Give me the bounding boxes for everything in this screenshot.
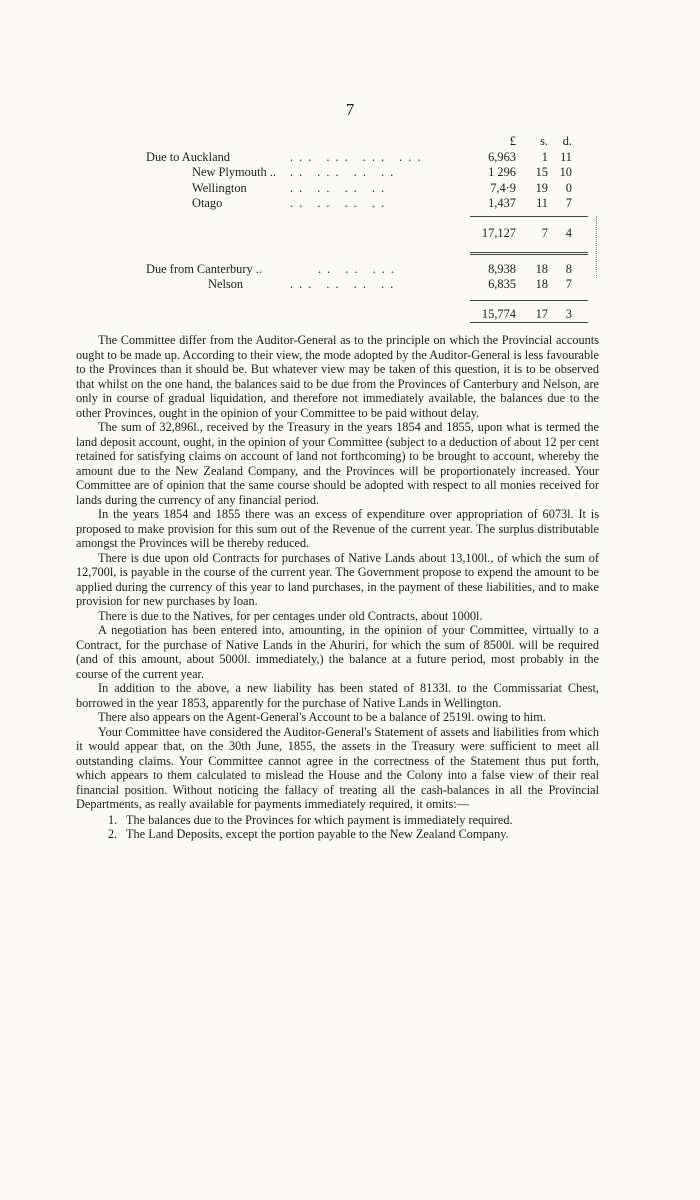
paragraph: Your Committee have considered the Auditor-General's Statement of assets and liabilities from which it would appear that, on the 30th June, 1855, the assets in the Treasury were sufficient to meet all outstanding claims. Your Committee cannot agree in the correctness of the Statement thus put forth, which appears to them calculated to mislead the House and the Colony into a false view of their real financial position. Without noticing the fallacy of treating all the cash-balances in all the Provincial Departments, as really available for payments immediately required, it omits:—: [76, 724, 599, 811]
row-label: Due to Auckland: [146, 149, 230, 164]
pence-value: 7: [565, 277, 572, 292]
pounds-total: 15,774: [481, 306, 516, 321]
currency-header-row: [0, 134, 700, 150]
list-item: [76, 827, 599, 842]
shillings-value: 1: [541, 149, 548, 164]
pence-value: 0: [565, 180, 572, 195]
leader-dots: .. .. .. ..: [290, 196, 391, 211]
pounds-total: 17,127: [481, 225, 516, 240]
paragraph: In the years 1854 and 1855 there was an excess of expenditure over appropriation of 6073l. It is proposed to make provision for this sum out of the Revenue of the current year. The surplus distributable amongst the Provinces will be thereby reduced.: [76, 507, 599, 550]
provincial-balances-table: [0, 134, 700, 322]
pence-total: 4: [565, 225, 572, 240]
leader-dots: .. .. .. ..: [290, 180, 391, 195]
row-label: Otago: [192, 196, 223, 211]
shillings-total: 17: [535, 306, 548, 321]
paragraph: There is due to the Natives, for per centages under old Contracts, about 1000l.: [98, 608, 483, 623]
total-rule: [470, 252, 588, 255]
pence-header: d.: [562, 134, 572, 148]
leader-dots: .. .. ...: [318, 261, 400, 276]
omissions-list: [76, 813, 599, 842]
total-row: [0, 226, 700, 242]
total-rule: [470, 322, 588, 323]
row-label: Due from Canterbury ..: [146, 261, 262, 276]
paragraph: A negotiation has been entered into, amounting, in the opinion of your Committee, virtually to a Contract, for the purchase of Native Lands in the Ahuriri, for which the sum of 8500l. will be required (and of this amount, about 5000l. immediately,) the balance at a future period, most probably in the course of the current year.: [76, 623, 599, 681]
shillings-total: 7: [541, 225, 548, 240]
report-body: [76, 333, 599, 842]
table-row: [0, 262, 700, 278]
pounds-value: 8,938: [488, 261, 516, 276]
list-number: 1.: [108, 812, 118, 827]
paragraph: In addition to the above, a new liability has been stated of 8133l. to the Commissariat Chest, borrowed in the year 1853, apparently for the purchase of Native Lands in Wellington.: [76, 681, 599, 710]
pounds-value: 7,4·9: [490, 180, 516, 195]
shillings-header: s.: [540, 134, 548, 148]
paragraph: There also appears on the Agent-General's Account to be a balance of 2519l. owing to him.: [98, 710, 546, 724]
shillings-value: 19: [535, 180, 548, 195]
pounds-value: 1,437: [488, 196, 516, 211]
pounds-value: 1 296: [488, 165, 516, 180]
shillings-value: 11: [536, 196, 548, 211]
subtotal-rule: [470, 216, 588, 217]
row-label: New Plymouth ..: [192, 165, 276, 180]
row-label: Nelson: [208, 277, 244, 292]
list-number: 2.: [108, 827, 118, 841]
leader-dots: .. ... .. ..: [290, 165, 400, 180]
total-row: [0, 307, 700, 323]
pence-value: 10: [559, 165, 572, 180]
pence-total: 3: [565, 306, 572, 321]
table-row: [0, 150, 700, 166]
pence-value: 8: [565, 261, 572, 276]
table-row: [0, 277, 700, 293]
list-text: The Land Deposits, except the portion payable to the New Zealand Company.: [126, 827, 509, 841]
pence-value: 11: [560, 149, 572, 164]
pounds-value: 6,835: [488, 277, 516, 292]
paragraph: The Committee differ from the Auditor-General as to the principle on which the Provincial accounts ought to be made up. According to their view, the mode adopted by the Auditor-General is less favourable to the Provinces than it should be. But whatever view may be taken of this question, it is to be observed that whilst on the one hand, the balances said to be due from the Provinces of Canterbury and Nelson, are only in course of gradual liquidation, and therefore not immediately available, the balances due to the other Provinces, ought in the opinion of your Committee to be paid without delay.: [76, 333, 599, 420]
leader-dots: ... ... ... ...: [290, 149, 427, 164]
subtotal-rule: [470, 300, 588, 301]
page-number: 7: [345, 100, 355, 119]
pounds-value: 6,963: [488, 149, 516, 164]
list-item: [76, 813, 599, 828]
paragraph: There is due upon old Contracts for purchases of Native Lands about 13,100l., of which the sum of 12,700l, is payable in the course of the current year. The Government propose to expend the amount to be applied during the currency of this year to land purchases, in the payment of these liabilities, and to make provision for new purchases by loan.: [76, 550, 599, 608]
row-label: Wellington: [192, 180, 247, 195]
table-row: [0, 181, 700, 197]
leader-dots: ... .. .. ..: [290, 277, 400, 292]
shillings-value: 18: [535, 261, 548, 276]
shillings-value: 18: [535, 277, 548, 292]
list-text: The balances due to the Provinces for which payment is immediately required.: [126, 812, 513, 827]
table-row: [0, 165, 700, 181]
pounds-header: £: [509, 134, 516, 148]
paragraph: The sum of 32,896l., received by the Treasury in the years 1854 and 1855, upon what is termed the land deposit account, ought, in the opinion of your Committee (subject to a deduction of about 12 per cent retained for satisfying claims on account of land not forthcoming) to be brought to account, whereby the amount due to the New Zealand Company, and the Provinces will be proportionately increased. Your Committee are of opinion that the same course should be adopted with respect to all monies received for lands during the currency of any financial period.: [76, 420, 599, 507]
pence-value: 7: [565, 196, 572, 211]
table-row: [0, 196, 700, 212]
shillings-value: 15: [535, 165, 548, 180]
